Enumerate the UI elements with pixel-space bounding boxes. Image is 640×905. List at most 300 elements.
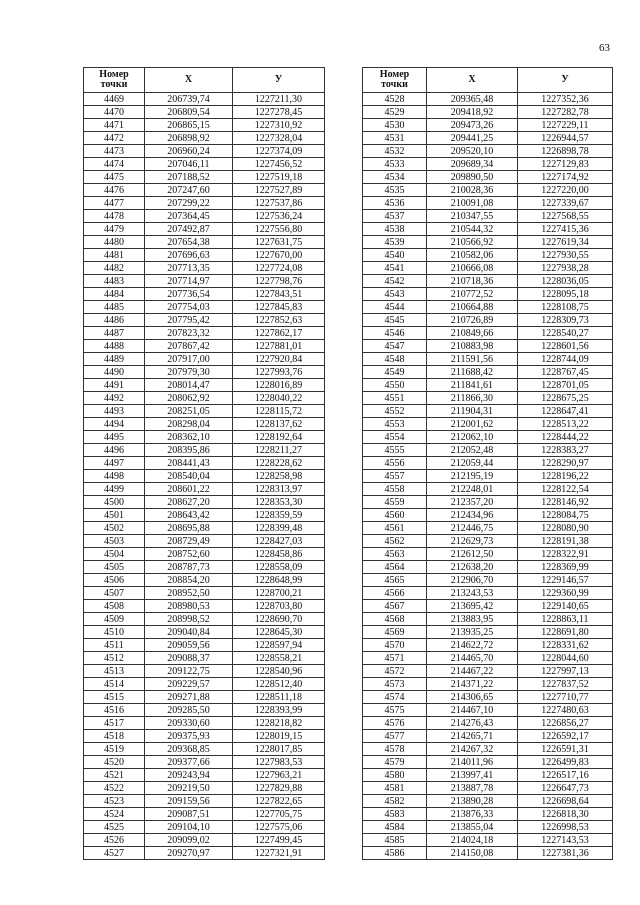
- y-cell: 1227143,53: [518, 834, 613, 847]
- x-cell: 214465,70: [427, 652, 518, 665]
- table-row: [363, 574, 613, 587]
- x-cell: 214622,72: [427, 639, 518, 652]
- point-number-cell: 4565: [363, 574, 427, 587]
- y-cell: 1228540,96: [233, 665, 325, 678]
- y-header: У: [233, 68, 325, 93]
- x-cell: 208540,04: [145, 470, 233, 483]
- y-cell: 1228675,25: [518, 392, 613, 405]
- x-cell: 212062,10: [427, 431, 518, 444]
- table-row: [363, 808, 613, 821]
- point-number-cell: 4563: [363, 548, 427, 561]
- point-number-cell: 4513: [84, 665, 145, 678]
- table-row: [363, 262, 613, 275]
- point-number-cell: 4525: [84, 821, 145, 834]
- x-cell: 208787,73: [145, 561, 233, 574]
- table-row: [363, 418, 613, 431]
- point-number-cell: 4503: [84, 535, 145, 548]
- y-cell: 1228258,98: [233, 470, 325, 483]
- y-cell: 1228427,03: [233, 535, 325, 548]
- table-row: [84, 769, 325, 782]
- y-cell: 1228080,90: [518, 522, 613, 535]
- point-number-cell: 4487: [84, 327, 145, 340]
- table-row: [363, 743, 613, 756]
- x-cell: 208395,86: [145, 444, 233, 457]
- x-cell: 208729,49: [145, 535, 233, 548]
- table-row: [84, 457, 325, 470]
- table-row: [84, 808, 325, 821]
- point-number-cell: 4572: [363, 665, 427, 678]
- point-number-cell: 4561: [363, 522, 427, 535]
- table-row: [84, 834, 325, 847]
- point-header-line1: Номер: [99, 69, 129, 80]
- point-number-cell: 4507: [84, 587, 145, 600]
- y-cell: 1228690,70: [233, 613, 325, 626]
- y-cell: 1229146,57: [518, 574, 613, 587]
- point-number-cell: 4560: [363, 509, 427, 522]
- x-cell: 212195,19: [427, 470, 518, 483]
- point-number-cell: 4471: [84, 119, 145, 132]
- point-header-line2: точки: [381, 79, 408, 90]
- point-number-cell: 4476: [84, 184, 145, 197]
- y-cell: 1228137,62: [233, 418, 325, 431]
- point-number-cell: 4506: [84, 574, 145, 587]
- point-number-cell: 4582: [363, 795, 427, 808]
- x-cell: 212446,75: [427, 522, 518, 535]
- y-cell: 1228700,21: [233, 587, 325, 600]
- x-cell: 209377,66: [145, 756, 233, 769]
- table-row: [84, 626, 325, 639]
- point-number-cell: 4486: [84, 314, 145, 327]
- y-cell: 1227619,34: [518, 236, 613, 249]
- x-cell: 213887,78: [427, 782, 518, 795]
- x-cell: 209368,85: [145, 743, 233, 756]
- point-number-cell: 4511: [84, 639, 145, 652]
- x-cell: 213890,28: [427, 795, 518, 808]
- table-row: [84, 275, 325, 288]
- y-cell: 1227930,55: [518, 249, 613, 262]
- y-cell: 1228016,89: [233, 379, 325, 392]
- x-cell: 207754,03: [145, 301, 233, 314]
- table-row: [363, 535, 613, 548]
- x-cell: 209441,25: [427, 132, 518, 145]
- table-row: [363, 561, 613, 574]
- y-cell: 1227920,84: [233, 353, 325, 366]
- point-number-cell: 4556: [363, 457, 427, 470]
- x-cell: 208695,88: [145, 522, 233, 535]
- point-number-cell: 4551: [363, 392, 427, 405]
- point-number-cell: 4549: [363, 366, 427, 379]
- x-cell: 208062,92: [145, 392, 233, 405]
- table-row: [84, 301, 325, 314]
- y-cell: 1226856,27: [518, 717, 613, 730]
- y-cell: 1228228,62: [233, 457, 325, 470]
- y-cell: 1228313,97: [233, 483, 325, 496]
- y-cell: 1227862,17: [233, 327, 325, 340]
- y-cell: 1227575,06: [233, 821, 325, 834]
- point-number-cell: 4521: [84, 769, 145, 782]
- y-cell: 1228393,99: [233, 704, 325, 717]
- x-cell: 209330,60: [145, 717, 233, 730]
- point-number-cell: 4504: [84, 548, 145, 561]
- x-cell: 207867,42: [145, 340, 233, 353]
- x-cell: 213695,42: [427, 600, 518, 613]
- x-cell: 214467,10: [427, 704, 518, 717]
- x-cell: 209473,26: [427, 119, 518, 132]
- x-cell: 212001,62: [427, 418, 518, 431]
- x-cell: 213935,25: [427, 626, 518, 639]
- table-row: [363, 340, 613, 353]
- table-row: [363, 652, 613, 665]
- table-row: [84, 509, 325, 522]
- y-cell: 1227837,52: [518, 678, 613, 691]
- y-cell: 1228017,85: [233, 743, 325, 756]
- table-row: [363, 457, 613, 470]
- point-number-cell: 4474: [84, 158, 145, 171]
- x-cell: 214265,71: [427, 730, 518, 743]
- x-cell: 206865,15: [145, 119, 233, 132]
- x-cell: 209099,02: [145, 834, 233, 847]
- point-number-cell: 4543: [363, 288, 427, 301]
- table-row: [84, 691, 325, 704]
- y-cell: 1227631,75: [233, 236, 325, 249]
- coordinates-table-left: [83, 67, 325, 860]
- point-number-cell: 4562: [363, 535, 427, 548]
- x-cell: 208601,22: [145, 483, 233, 496]
- y-cell: 1228322,91: [518, 548, 613, 561]
- y-cell: 1228019,15: [233, 730, 325, 743]
- table-row: [363, 678, 613, 691]
- y-cell: 1227527,89: [233, 184, 325, 197]
- y-cell: 1228211,27: [233, 444, 325, 457]
- table-row: [363, 236, 613, 249]
- point-number-cell: 4523: [84, 795, 145, 808]
- y-cell: 1228309,73: [518, 314, 613, 327]
- table-header-row: [363, 68, 613, 93]
- y-cell: 1228645,30: [233, 626, 325, 639]
- x-cell: 214467,22: [427, 665, 518, 678]
- x-cell: 208298,04: [145, 418, 233, 431]
- point-number-cell: 4512: [84, 652, 145, 665]
- table-row: [363, 145, 613, 158]
- point-number-cell: 4584: [363, 821, 427, 834]
- table-row: [363, 366, 613, 379]
- y-cell: 1227220,00: [518, 184, 613, 197]
- y-cell: 1228192,64: [233, 431, 325, 444]
- x-cell: 209104,10: [145, 821, 233, 834]
- point-number-cell: 4583: [363, 808, 427, 821]
- x-cell: 213997,41: [427, 769, 518, 782]
- y-cell: 1228122,54: [518, 483, 613, 496]
- table-row: [363, 184, 613, 197]
- point-number-cell: 4529: [363, 106, 427, 119]
- point-number-cell: 4515: [84, 691, 145, 704]
- point-number-cell: 4505: [84, 561, 145, 574]
- point-number-cell: 4547: [363, 340, 427, 353]
- x-cell: 213855,04: [427, 821, 518, 834]
- y-cell: 1228191,38: [518, 535, 613, 548]
- table-row: [84, 639, 325, 652]
- y-cell: 1227568,55: [518, 210, 613, 223]
- y-cell: 1228036,05: [518, 275, 613, 288]
- table-row: [363, 665, 613, 678]
- table-row: [363, 730, 613, 743]
- x-cell: 210883,98: [427, 340, 518, 353]
- point-number-cell: 4470: [84, 106, 145, 119]
- point-number-cell: 4519: [84, 743, 145, 756]
- y-cell: 1228513,22: [518, 418, 613, 431]
- x-cell: 213243,53: [427, 587, 518, 600]
- table-row: [84, 730, 325, 743]
- point-number-cell: 4498: [84, 470, 145, 483]
- point-number-cell: 4544: [363, 301, 427, 314]
- y-cell: 1227321,91: [233, 847, 325, 860]
- point-number-cell: 4472: [84, 132, 145, 145]
- x-cell: 207917,00: [145, 353, 233, 366]
- y-cell: 1227174,92: [518, 171, 613, 184]
- table-row: [84, 704, 325, 717]
- y-cell: 1228369,99: [518, 561, 613, 574]
- point-number-cell: 4576: [363, 717, 427, 730]
- table-row: [84, 145, 325, 158]
- table-row: [363, 496, 613, 509]
- table-row: [84, 340, 325, 353]
- y-cell: 1227938,28: [518, 262, 613, 275]
- y-cell: 1227822,65: [233, 795, 325, 808]
- point-number-cell: 4559: [363, 496, 427, 509]
- table-row: [363, 106, 613, 119]
- point-number-cell: 4494: [84, 418, 145, 431]
- table-row: [84, 665, 325, 678]
- x-cell: 207979,30: [145, 366, 233, 379]
- point-number-cell: 4555: [363, 444, 427, 457]
- x-cell: 209890,50: [427, 171, 518, 184]
- x-cell: 209365,48: [427, 93, 518, 106]
- x-cell: 212052,48: [427, 444, 518, 457]
- point-number-cell: 4575: [363, 704, 427, 717]
- table-row: [363, 210, 613, 223]
- x-cell: 210718,36: [427, 275, 518, 288]
- point-number-cell: 4578: [363, 743, 427, 756]
- y-cell: 1227993,76: [233, 366, 325, 379]
- point-number-cell: 4570: [363, 639, 427, 652]
- table-row: [363, 132, 613, 145]
- x-cell: 207713,35: [145, 262, 233, 275]
- table-row: [363, 522, 613, 535]
- x-cell: 207299,22: [145, 197, 233, 210]
- x-cell: 209271,88: [145, 691, 233, 704]
- point-number-cell: 4533: [363, 158, 427, 171]
- table-row: [84, 821, 325, 834]
- x-cell: 210566,92: [427, 236, 518, 249]
- x-cell: 207188,52: [145, 171, 233, 184]
- x-cell: 210544,32: [427, 223, 518, 236]
- point-number-cell: 4509: [84, 613, 145, 626]
- table-row: [363, 847, 613, 860]
- y-cell: 1226998,53: [518, 821, 613, 834]
- x-cell: 210666,08: [427, 262, 518, 275]
- table-row: [363, 626, 613, 639]
- point-number-cell: 4535: [363, 184, 427, 197]
- point-number-cell: 4527: [84, 847, 145, 860]
- y-cell: 1227997,13: [518, 665, 613, 678]
- x-cell: 211841,61: [427, 379, 518, 392]
- point-number-cell: 4526: [84, 834, 145, 847]
- y-cell: 1227278,45: [233, 106, 325, 119]
- y-cell: 1228290,97: [518, 457, 613, 470]
- y-cell: 1226517,16: [518, 769, 613, 782]
- x-cell: 214011,96: [427, 756, 518, 769]
- table-row: [84, 561, 325, 574]
- y-cell: 1228359,59: [233, 509, 325, 522]
- table-row: [84, 548, 325, 561]
- point-number-cell: 4531: [363, 132, 427, 145]
- x-cell: 212612,50: [427, 548, 518, 561]
- x-cell: 208998,52: [145, 613, 233, 626]
- x-cell: 208980,53: [145, 600, 233, 613]
- point-number-cell: 4554: [363, 431, 427, 444]
- point-number-cell: 4482: [84, 262, 145, 275]
- x-cell: 214276,43: [427, 717, 518, 730]
- table-row: [363, 548, 613, 561]
- table-row: [84, 431, 325, 444]
- x-cell: 212434,96: [427, 509, 518, 522]
- y-cell: 1227963,21: [233, 769, 325, 782]
- point-number-cell: 4497: [84, 457, 145, 470]
- x-cell: 214150,08: [427, 847, 518, 860]
- x-cell: 214267,32: [427, 743, 518, 756]
- table-row: [84, 756, 325, 769]
- table-row: [84, 353, 325, 366]
- x-cell: 209059,56: [145, 639, 233, 652]
- x-header: Х: [427, 68, 518, 93]
- point-number-cell: 4501: [84, 509, 145, 522]
- point-number-cell: 4508: [84, 600, 145, 613]
- x-cell: 209520,10: [427, 145, 518, 158]
- y-cell: 1227374,09: [233, 145, 325, 158]
- x-cell: 208752,60: [145, 548, 233, 561]
- x-cell: 208952,50: [145, 587, 233, 600]
- table-row: [363, 444, 613, 457]
- table-row: [84, 470, 325, 483]
- y-cell: 1227536,24: [233, 210, 325, 223]
- table-row: [363, 483, 613, 496]
- x-cell: 209040,84: [145, 626, 233, 639]
- y-cell: 1228146,92: [518, 496, 613, 509]
- table-row: [363, 197, 613, 210]
- x-cell: 210849,66: [427, 327, 518, 340]
- x-cell: 210347,55: [427, 210, 518, 223]
- table-row: [84, 158, 325, 171]
- y-cell: 1228084,75: [518, 509, 613, 522]
- x-cell: 209270,97: [145, 847, 233, 860]
- x-cell: 210772,52: [427, 288, 518, 301]
- table-row: [363, 691, 613, 704]
- x-cell: 212059,44: [427, 457, 518, 470]
- point-number-cell: 4530: [363, 119, 427, 132]
- point-number-cell: 4499: [84, 483, 145, 496]
- point-number-cell: 4477: [84, 197, 145, 210]
- y-cell: 1226499,83: [518, 756, 613, 769]
- point-number-cell: 4517: [84, 717, 145, 730]
- table-row: [84, 678, 325, 691]
- point-number-cell: 4484: [84, 288, 145, 301]
- y-cell: 1227710,77: [518, 691, 613, 704]
- y-cell: 1227881,01: [233, 340, 325, 353]
- table-row: [363, 821, 613, 834]
- y-cell: 1227537,86: [233, 197, 325, 210]
- y-cell: 1228218,82: [233, 717, 325, 730]
- table-header-row: [84, 68, 325, 93]
- y-cell: 1228540,27: [518, 327, 613, 340]
- y-cell: 1227798,76: [233, 275, 325, 288]
- x-header: Х: [145, 68, 233, 93]
- y-cell: 1228767,45: [518, 366, 613, 379]
- x-cell: 213876,33: [427, 808, 518, 821]
- table-row: [84, 782, 325, 795]
- y-cell: 1227983,53: [233, 756, 325, 769]
- y-cell: 1228558,09: [233, 561, 325, 574]
- table-row: [363, 704, 613, 717]
- x-cell: 208014,47: [145, 379, 233, 392]
- table-row: [363, 756, 613, 769]
- point-number-cell: 4581: [363, 782, 427, 795]
- page-number: 63: [599, 42, 610, 54]
- table-row: [84, 184, 325, 197]
- point-number-cell: 4532: [363, 145, 427, 158]
- point-number-cell: 4510: [84, 626, 145, 639]
- table-row: [84, 496, 325, 509]
- table-row: [363, 470, 613, 483]
- point-number-cell: 4580: [363, 769, 427, 782]
- table-row: [363, 769, 613, 782]
- point-header-line1: Номер: [379, 69, 410, 80]
- y-cell: 1228044,60: [518, 652, 613, 665]
- x-cell: 208854,20: [145, 574, 233, 587]
- table-row: [84, 587, 325, 600]
- point-number-cell: 4490: [84, 366, 145, 379]
- x-cell: 207823,32: [145, 327, 233, 340]
- point-number-cell: 4524: [84, 808, 145, 821]
- table-row: [84, 210, 325, 223]
- table-row: [363, 288, 613, 301]
- x-cell: 210028,36: [427, 184, 518, 197]
- y-cell: 1227415,36: [518, 223, 613, 236]
- point-number-cell: 4534: [363, 171, 427, 184]
- y-cell: 1227843,51: [233, 288, 325, 301]
- x-cell: 211904,31: [427, 405, 518, 418]
- point-number-cell: 4518: [84, 730, 145, 743]
- x-cell: 206898,92: [145, 132, 233, 145]
- table-row: [363, 392, 613, 405]
- point-number-cell: 4568: [363, 613, 427, 626]
- point-number-cell: 4537: [363, 210, 427, 223]
- point-number-cell: 4516: [84, 704, 145, 717]
- y-cell: 1228744,09: [518, 353, 613, 366]
- x-cell: 210664,88: [427, 301, 518, 314]
- table-row: [363, 327, 613, 340]
- table-row: [84, 223, 325, 236]
- table-row: [363, 509, 613, 522]
- point-number-cell: 4564: [363, 561, 427, 574]
- y-cell: 1227670,00: [233, 249, 325, 262]
- table-row: [84, 847, 325, 860]
- point-number-cell: 4566: [363, 587, 427, 600]
- x-cell: 211866,30: [427, 392, 518, 405]
- point-number-cell: 4473: [84, 145, 145, 158]
- y-cell: 1229140,65: [518, 600, 613, 613]
- point-number-cell: 4579: [363, 756, 427, 769]
- table-row: [363, 782, 613, 795]
